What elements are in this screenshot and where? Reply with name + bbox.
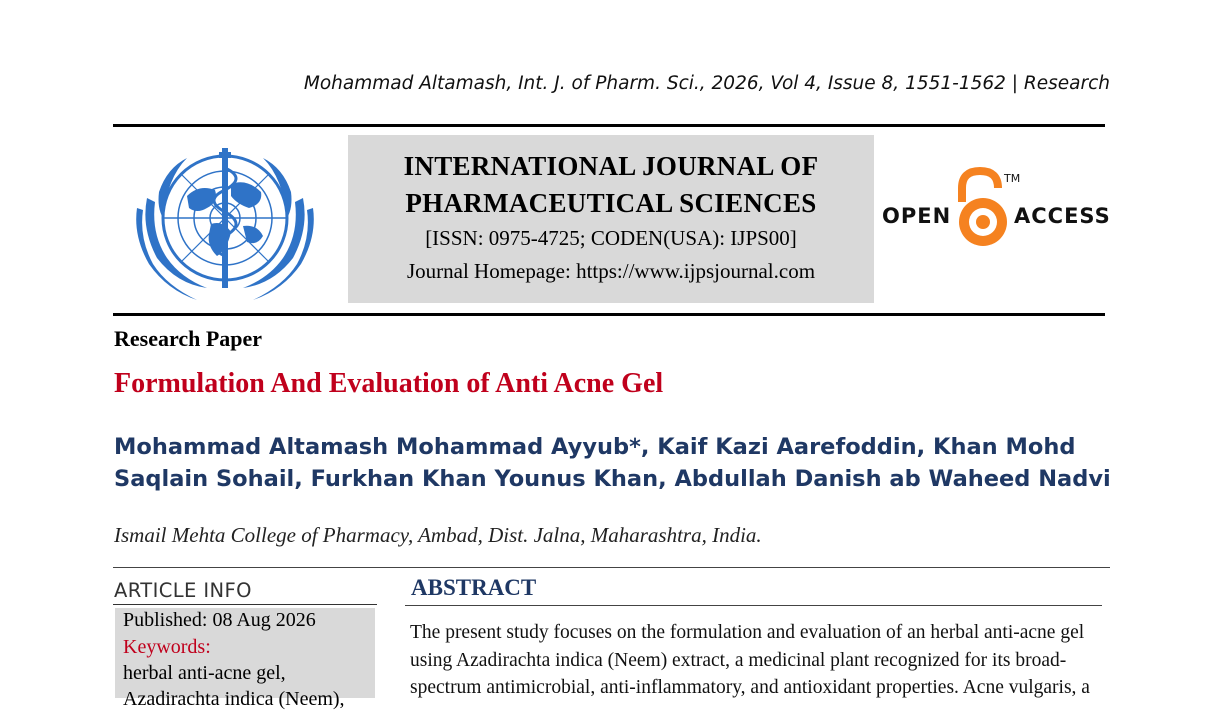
article-title: Formulation And Evaluation of Anti Acne Gel: [114, 368, 664, 399]
open-access-logo: [880, 166, 1112, 252]
header-bottom-rule: [113, 313, 1105, 316]
author-line-1: Mohammad Altamash Mohammad Ayyub*, Kaif Kazi Aarefoddin, Khan Mohd: [114, 434, 1076, 460]
abstract-line: using Azadirachta indica (Neem) extract, a medicinal plant recognized for its broad-: [410, 649, 1067, 671]
open-access-trademark: TM: [1004, 172, 1021, 185]
author-affiliation: Ismail Mehta College of Pharmacy, Ambad, Dist. Jalna, Maharashtra, India.: [114, 523, 762, 547]
journal-banner: [348, 135, 874, 303]
published-date: Published: 08 Aug 2026: [123, 609, 316, 631]
keyword-item: herbal anti-acne gel,: [123, 662, 286, 684]
keywords-label: Keywords:: [123, 636, 211, 658]
abstract-line: spectrum antimicrobial, anti-inflammatory, and antioxidant properties. Acne vulgaris, a: [410, 677, 1090, 698]
open-access-access-text: ACCESS: [1014, 204, 1111, 228]
journal-name-line1: INTERNATIONAL JOURNAL OF: [403, 151, 819, 181]
abstract-divider: [405, 605, 1102, 606]
author-list: [114, 431, 1114, 495]
journal-name: [348, 148, 874, 222]
affiliation-divider: [113, 567, 1110, 568]
abstract-heading: ABSTRACT: [411, 575, 537, 600]
keyword-item: Azadirachta indica (Neem),: [123, 688, 345, 710]
journal-homepage: Journal Homepage: https://www.ijpsjournal.com: [406, 259, 816, 283]
open-access-open-text: OPEN: [882, 204, 952, 228]
header-top-rule: [113, 124, 1105, 127]
author-line-2: Saqlain Sohail, Furkhan Khan Younus Khan, Abdullah Danish ab Waheed Nadvi: [114, 466, 1111, 492]
article-type-label: Research Paper: [114, 326, 263, 351]
article-info-divider: [113, 604, 377, 605]
open-lock-icon: [959, 171, 1007, 246]
journal-issn: [ISSN: 0975-4725; CODEN(USA): IJPS00]: [425, 226, 797, 250]
running-citation: Mohammad Altamash, Int. J. of Pharm. Sci., 2026, Vol 4, Issue 8, 1551-1562 | Research: [303, 73, 1110, 94]
journal-emblem-icon: [127, 138, 323, 306]
abstract-body: [410, 619, 1107, 702]
abstract-line: The present study focuses on the formulation and evaluation of an herbal anti-acne gel: [410, 622, 1085, 643]
article-info-box: [115, 608, 375, 710]
article-info-heading: ARTICLE INFO: [114, 579, 252, 602]
journal-name-line2: PHARMACEUTICAL SCIENCES: [405, 188, 817, 218]
